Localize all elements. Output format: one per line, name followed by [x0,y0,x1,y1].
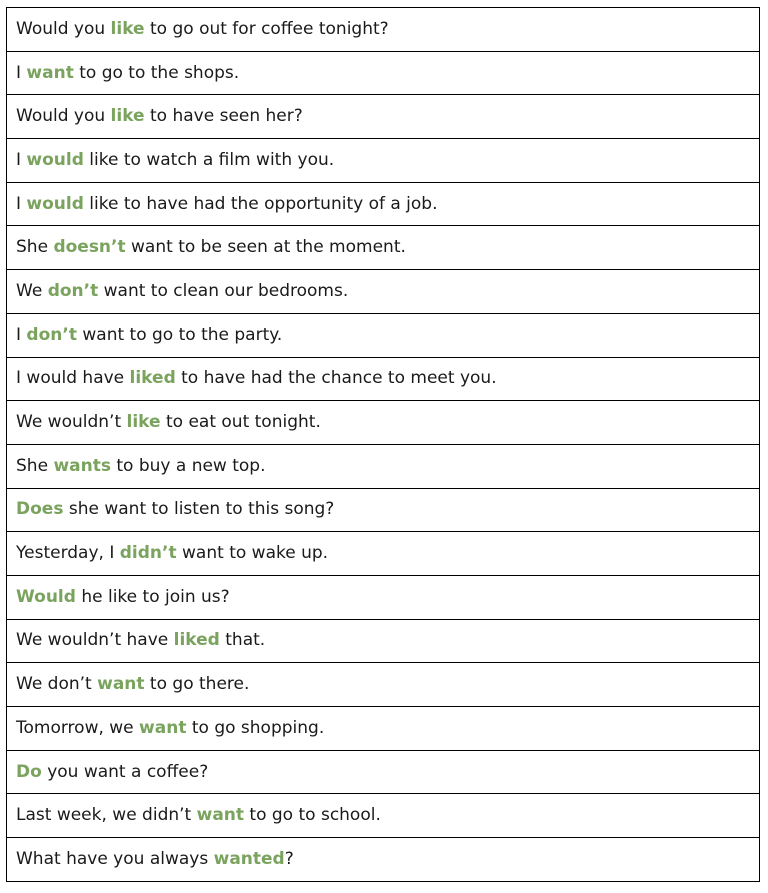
highlighted-word: would [26,149,84,170]
sentence-row [7,95,760,139]
sentence-text-after: she want to listen to this song? [63,499,335,520]
sentence-text-before: I [16,62,27,83]
highlighted-word: want [97,674,145,695]
sentence-cell [7,226,760,270]
sentence-text-after: to go to the shops. [73,62,240,83]
sentence-text-before: I would have [16,368,130,389]
highlighted-word: like [110,106,145,127]
sentence-text-after: he like to join us? [75,586,230,607]
sentence-table [6,7,760,882]
sentence-row [7,575,760,619]
highlighted-word: like [126,412,161,433]
sentence-text-after: to go to school. [244,805,381,826]
sentence-cell [7,51,760,95]
sentence-text-before: We [16,280,48,301]
sentence-cell [7,663,760,707]
sentence-text-after: to have seen her? [144,106,303,127]
highlighted-word: want [196,805,245,826]
highlighted-word: Does [16,499,64,520]
sentence-cell [7,707,760,751]
highlighted-word: would [26,193,84,214]
sentence-text-before: Tomorrow, we [16,717,140,738]
sentence-cell [7,532,760,576]
sentence-cell [7,270,760,314]
sentence-cell [7,619,760,663]
sentence-text-after: want to wake up. [176,543,329,564]
sentence-row [7,619,760,663]
sentence-row [7,532,760,576]
sentence-text-before: What have you always [16,848,214,869]
highlighted-word: want [139,717,187,738]
sentence-text-before: I [16,149,27,170]
sentence-text-after: to eat out tonight. [160,412,321,433]
highlighted-word: liked [129,368,176,389]
sentence-cell [7,838,760,882]
highlighted-word: Would [16,586,76,607]
highlighted-word: don’t [26,324,77,345]
sentence-row [7,444,760,488]
sentence-cell [7,794,760,838]
sentence-text-before: She [16,237,54,258]
sentence-row [7,313,760,357]
sentence-row [7,226,760,270]
sentence-text-after: want to be seen at the moment. [125,237,406,258]
sentence-text-after: to have had the chance to meet you. [175,368,497,389]
sentence-cell [7,8,760,52]
sentence-cell [7,95,760,139]
sentence-text-before: We wouldn’t [16,412,127,433]
sentence-row [7,750,760,794]
sentence-row [7,663,760,707]
sentence-cell [7,750,760,794]
sentence-cell [7,357,760,401]
sentence-row [7,8,760,52]
highlighted-word: Do [16,761,42,782]
sentence-text-after: ? [284,848,294,869]
sentence-text-before: Last week, we didn’t [16,805,197,826]
sentence-text-after: want to go to the party. [76,324,283,345]
sentence-cell [7,313,760,357]
sentence-text-before: We wouldn’t have [16,630,174,651]
sentence-row [7,794,760,838]
sentence-text-after: want to clean our bedrooms. [98,280,349,301]
highlighted-word: wanted [213,848,285,869]
highlighted-word: wants [53,455,111,476]
highlighted-word: didn’t [119,543,177,564]
highlighted-word: don’t [47,280,99,301]
sentence-text-before: I [16,193,27,214]
sentence-cell [7,401,760,445]
sentence-text-after: you want a coffee? [41,761,209,782]
sentence-text-after: to go out for coffee tonight? [144,18,389,39]
sentence-text-after: to go shopping. [186,717,325,738]
sentence-row [7,270,760,314]
sentence-text-after: like to watch a film with you. [83,149,335,170]
highlighted-word: like [110,18,145,39]
sentence-cell [7,488,760,532]
sentence-text-before: Yesterday, I [16,543,120,564]
sentence-row [7,488,760,532]
sentence-row [7,357,760,401]
highlighted-word: doesn’t [53,237,126,258]
sentence-cell [7,182,760,226]
sentence-row [7,139,760,183]
highlighted-word: liked [173,630,220,651]
sentence-cell [7,575,760,619]
sentence-text-before: Would you [16,106,111,127]
sentence-row [7,707,760,751]
highlighted-word: want [26,62,74,83]
sentence-text-before: She [16,455,54,476]
sentence-row [7,51,760,95]
sentence-text-after: to go there. [144,674,250,695]
sentence-text-after: to buy a new top. [110,455,266,476]
sentence-table-body [7,8,760,882]
sentence-cell [7,139,760,183]
sentence-row [7,838,760,882]
sentence-text-after: like to have had the opportunity of a job. [83,193,438,214]
sentence-text-before: I [16,324,27,345]
sentence-text-before: Would you [16,18,111,39]
sentence-cell [7,444,760,488]
sentence-row [7,182,760,226]
sentence-row [7,401,760,445]
sentence-text-after: that. [219,630,266,651]
sentence-text-before: We don’t [16,674,98,695]
